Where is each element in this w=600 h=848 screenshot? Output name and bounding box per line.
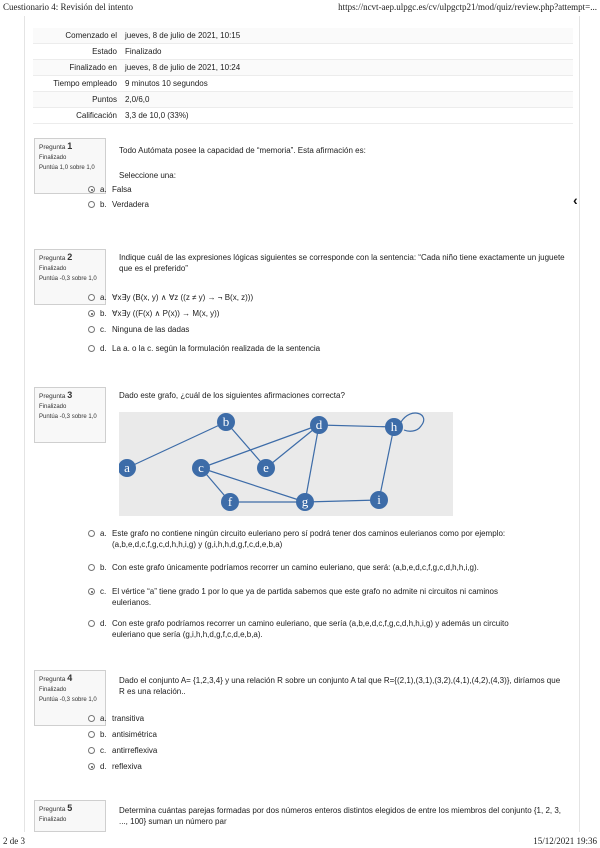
radio-button[interactable] <box>88 186 95 193</box>
graph-node-label: b <box>222 414 230 429</box>
summary-value: 9 minutos 10 segundos <box>121 76 573 92</box>
question-state: Finalizado <box>39 687 67 693</box>
summary-label: Calificación <box>33 108 121 124</box>
option-letter: b. <box>100 563 107 572</box>
question-info: Pregunta 2 Finalizado Puntúa -0,3 sobre 1,0 <box>34 249 106 305</box>
graph-node <box>257 459 275 477</box>
summary-value: 2,0/6,0 <box>121 92 573 108</box>
answer-option[interactable] <box>88 343 528 354</box>
question-score: Puntúa -0,3 sobre 1,0 <box>39 697 97 703</box>
radio-button[interactable] <box>88 564 95 571</box>
question-state: Finalizado <box>39 155 67 161</box>
option-text: ∀x∃y ((F(x) ∧ P(x)) → M(x, y)) <box>112 309 220 318</box>
summary-label: Puntos <box>33 92 121 108</box>
option-text: Ninguna de las dadas <box>112 325 190 334</box>
answer-option[interactable] <box>88 761 528 772</box>
option-letter: d. <box>100 762 107 771</box>
radio-button[interactable] <box>88 763 95 770</box>
option-text: Verdadera <box>112 200 149 209</box>
graph-node <box>310 416 328 434</box>
question-text: Determina cuántas parejas formadas por dos números enteros distintos elegidos de entre los miembros del conjunto {1, 2, 3, ..., 100} suman un número par <box>119 806 562 826</box>
answer-option[interactable] <box>88 528 528 550</box>
graph-node-label: g <box>301 494 309 509</box>
option-text: antisimétrica <box>112 730 157 739</box>
question-score: Puntúa -0,3 sobre 1,0 <box>39 276 97 282</box>
question-number: 3 <box>67 390 73 400</box>
graph-node <box>217 413 235 431</box>
option-letter: c. <box>100 325 107 334</box>
answer-option[interactable] <box>88 562 528 573</box>
summary-value: Finalizado <box>121 44 573 60</box>
answer-option[interactable] <box>88 586 528 608</box>
option-text: transitiva <box>112 714 145 723</box>
chevron-left-icon[interactable]: ‹ <box>573 192 578 208</box>
option-letter: d. <box>100 344 107 353</box>
graph-loop <box>401 413 424 431</box>
question-number: 4 <box>67 673 73 683</box>
option-letter: a. <box>100 529 107 538</box>
graph-edge <box>266 425 319 468</box>
page-url[interactable]: https://ncvt-aep.ulpgc.es/cv/ulpgctp21/mod/quiz/review.php?attempt=... <box>338 2 597 12</box>
answer-option[interactable] <box>88 618 528 640</box>
radio-button[interactable] <box>88 530 95 537</box>
summary-row <box>33 108 573 124</box>
answer-option[interactable] <box>88 308 528 319</box>
answer-option[interactable] <box>88 729 528 740</box>
radio-button[interactable] <box>88 310 95 317</box>
graph-edge <box>319 425 394 427</box>
graph-diagram <box>119 412 453 516</box>
radio-button[interactable] <box>88 294 95 301</box>
summary-label: Tiempo empleado <box>33 76 121 92</box>
question-text: Dado el conjunto A= {1,2,3,4} y una relación R sobre un conjunto A tal que R={(2,1),(3,1),(3,2),(4,1),(4,2),(4,3)}, diríamos que R es una relación.. <box>119 676 561 696</box>
graph-edge <box>379 427 394 500</box>
graph-node-label: e <box>263 460 269 475</box>
summary-row <box>33 28 573 44</box>
option-text: Este grafo no contiene ningún circuito euleriano pero sí podrá tener dos caminos eulerianos como por ejemplo: (a,b,e,d,c,f,g,c,d,h,h,i,g) y (g,i,h,h,d,g,f,c,d,e,b,a) <box>112 529 506 549</box>
page-title: Cuestionario 4: Revisión del intento <box>3 2 133 12</box>
print-datetime: 15/12/2021 19:36 <box>533 836 597 846</box>
graph-node-label: a <box>124 460 130 475</box>
question-text: Todo Autómata posee la capacidad de “memoria”. Esta afirmación es: Seleccione una: <box>119 145 567 181</box>
graph-edge <box>226 422 266 468</box>
option-letter: c. <box>100 746 107 755</box>
radio-button[interactable] <box>88 620 95 627</box>
graph-node <box>370 491 388 509</box>
question-info: Pregunta 5 Finalizado <box>34 800 106 832</box>
answer-option[interactable] <box>88 184 528 195</box>
question-score: Puntúa 1,0 sobre 1,0 <box>39 165 95 171</box>
option-letter: a. <box>100 185 107 194</box>
summary-row <box>33 92 573 108</box>
question-info: Pregunta 1 Finalizado Puntúa 1,0 sobre 1,0 <box>34 138 106 194</box>
option-text: El vértice “a” tiene grado 1 por lo que ya de partida sabemos que este grafo no admite ni circuitos ni caminos eulerianos. <box>112 587 498 607</box>
summary-value: jueves, 8 de julio de 2021, 10:15 <box>121 28 573 44</box>
question-state: Finalizado <box>39 266 67 272</box>
question-info: Pregunta 4 Finalizado Puntúa -0,3 sobre 1,0 <box>34 670 106 726</box>
option-letter: c. <box>100 587 107 596</box>
graph-edge <box>127 422 226 468</box>
answer-option[interactable] <box>88 199 528 210</box>
question-number: 5 <box>67 803 73 813</box>
graph-node-label: f <box>227 494 233 509</box>
radio-button[interactable] <box>88 201 95 208</box>
question-info: Pregunta 3 Finalizado Puntúa -0,3 sobre 1,0 <box>34 387 106 443</box>
answer-option[interactable] <box>88 324 528 335</box>
question-text: Dado este grafo, ¿cuál de los siguientes afirmaciones correcta? <box>119 391 345 400</box>
browser-footer <box>0 834 600 848</box>
summary-value: 3,3 de 10,0 (33%) <box>121 108 573 124</box>
page-number: 2 de 3 <box>3 836 25 846</box>
attempt-summary-table <box>33 28 573 124</box>
option-letter: b. <box>100 200 107 209</box>
question-state: Finalizado <box>39 404 67 410</box>
question-score: Puntúa -0,3 sobre 1,0 <box>39 414 97 420</box>
option-text: Falsa <box>112 185 132 194</box>
summary-value: jueves, 8 de julio de 2021, 10:24 <box>121 60 573 76</box>
option-text: reflexiva <box>112 762 142 771</box>
option-letter: a. <box>100 714 107 723</box>
select-one-label: Seleccione una: <box>119 171 176 180</box>
option-letter: b. <box>100 309 107 318</box>
answer-option[interactable] <box>88 292 528 303</box>
graph-node <box>296 493 314 511</box>
question-state: Finalizado <box>39 817 67 823</box>
option-letter: a. <box>100 293 107 302</box>
radio-button[interactable] <box>88 715 95 722</box>
radio-button[interactable] <box>88 747 95 754</box>
graph-node <box>385 418 403 436</box>
browser-header <box>0 0 600 14</box>
graph-edge <box>201 468 305 502</box>
graph-node-label: h <box>390 419 398 434</box>
graph-node-label: d <box>315 417 323 432</box>
summary-row <box>33 60 573 76</box>
summary-row <box>33 76 573 92</box>
option-text: Con este grafo podríamos recorrer un camino euleriano, que sería (a,b,e,d,c,f,g,c,d,h,h,i,g) y además un circuito euleriano que sería (g,i,h,h,d,g,f,c,d,e,b,a). <box>112 619 509 639</box>
answer-option[interactable] <box>88 745 528 756</box>
graph-edge <box>305 500 379 502</box>
graph-node-label: i <box>377 492 381 507</box>
graph-node <box>192 459 210 477</box>
summary-label: Estado <box>33 44 121 60</box>
radio-button[interactable] <box>88 345 95 352</box>
option-text: ∀x∃y (B(x, y) ∧ ∀z ((z ≠ y) → ¬ B(x, z))) <box>112 293 254 302</box>
summary-label: Comenzado el <box>33 28 121 44</box>
option-text: antirreflexiva <box>112 746 158 755</box>
question-number: 2 <box>67 252 73 262</box>
option-letter: b. <box>100 730 107 739</box>
graph-node <box>119 459 136 477</box>
option-text: Con este grafo únicamente podríamos recorrer un camino euleriano, que será: (a,b,e,d,c,f,g,c,d,h,h,i,g). <box>112 563 479 572</box>
question-text: Indique cuál de las expresiones lógicas siguientes se corresponde con la sentencia: “Cada niño tiene exactamente un juguete que es el preferido” <box>119 253 565 273</box>
summary-row <box>33 44 573 60</box>
answer-option[interactable] <box>88 713 528 724</box>
radio-button[interactable] <box>88 588 95 595</box>
radio-button[interactable] <box>88 326 95 333</box>
graph-node <box>221 493 239 511</box>
graph-edge <box>305 425 319 502</box>
option-letter: d. <box>100 619 107 628</box>
graph-node-label: c <box>198 460 204 475</box>
radio-button[interactable] <box>88 731 95 738</box>
question-number: 1 <box>67 141 73 151</box>
summary-label: Finalizado en <box>33 60 121 76</box>
option-text: La a. o la c. según la formulación realizada de la sentencia <box>112 344 321 353</box>
